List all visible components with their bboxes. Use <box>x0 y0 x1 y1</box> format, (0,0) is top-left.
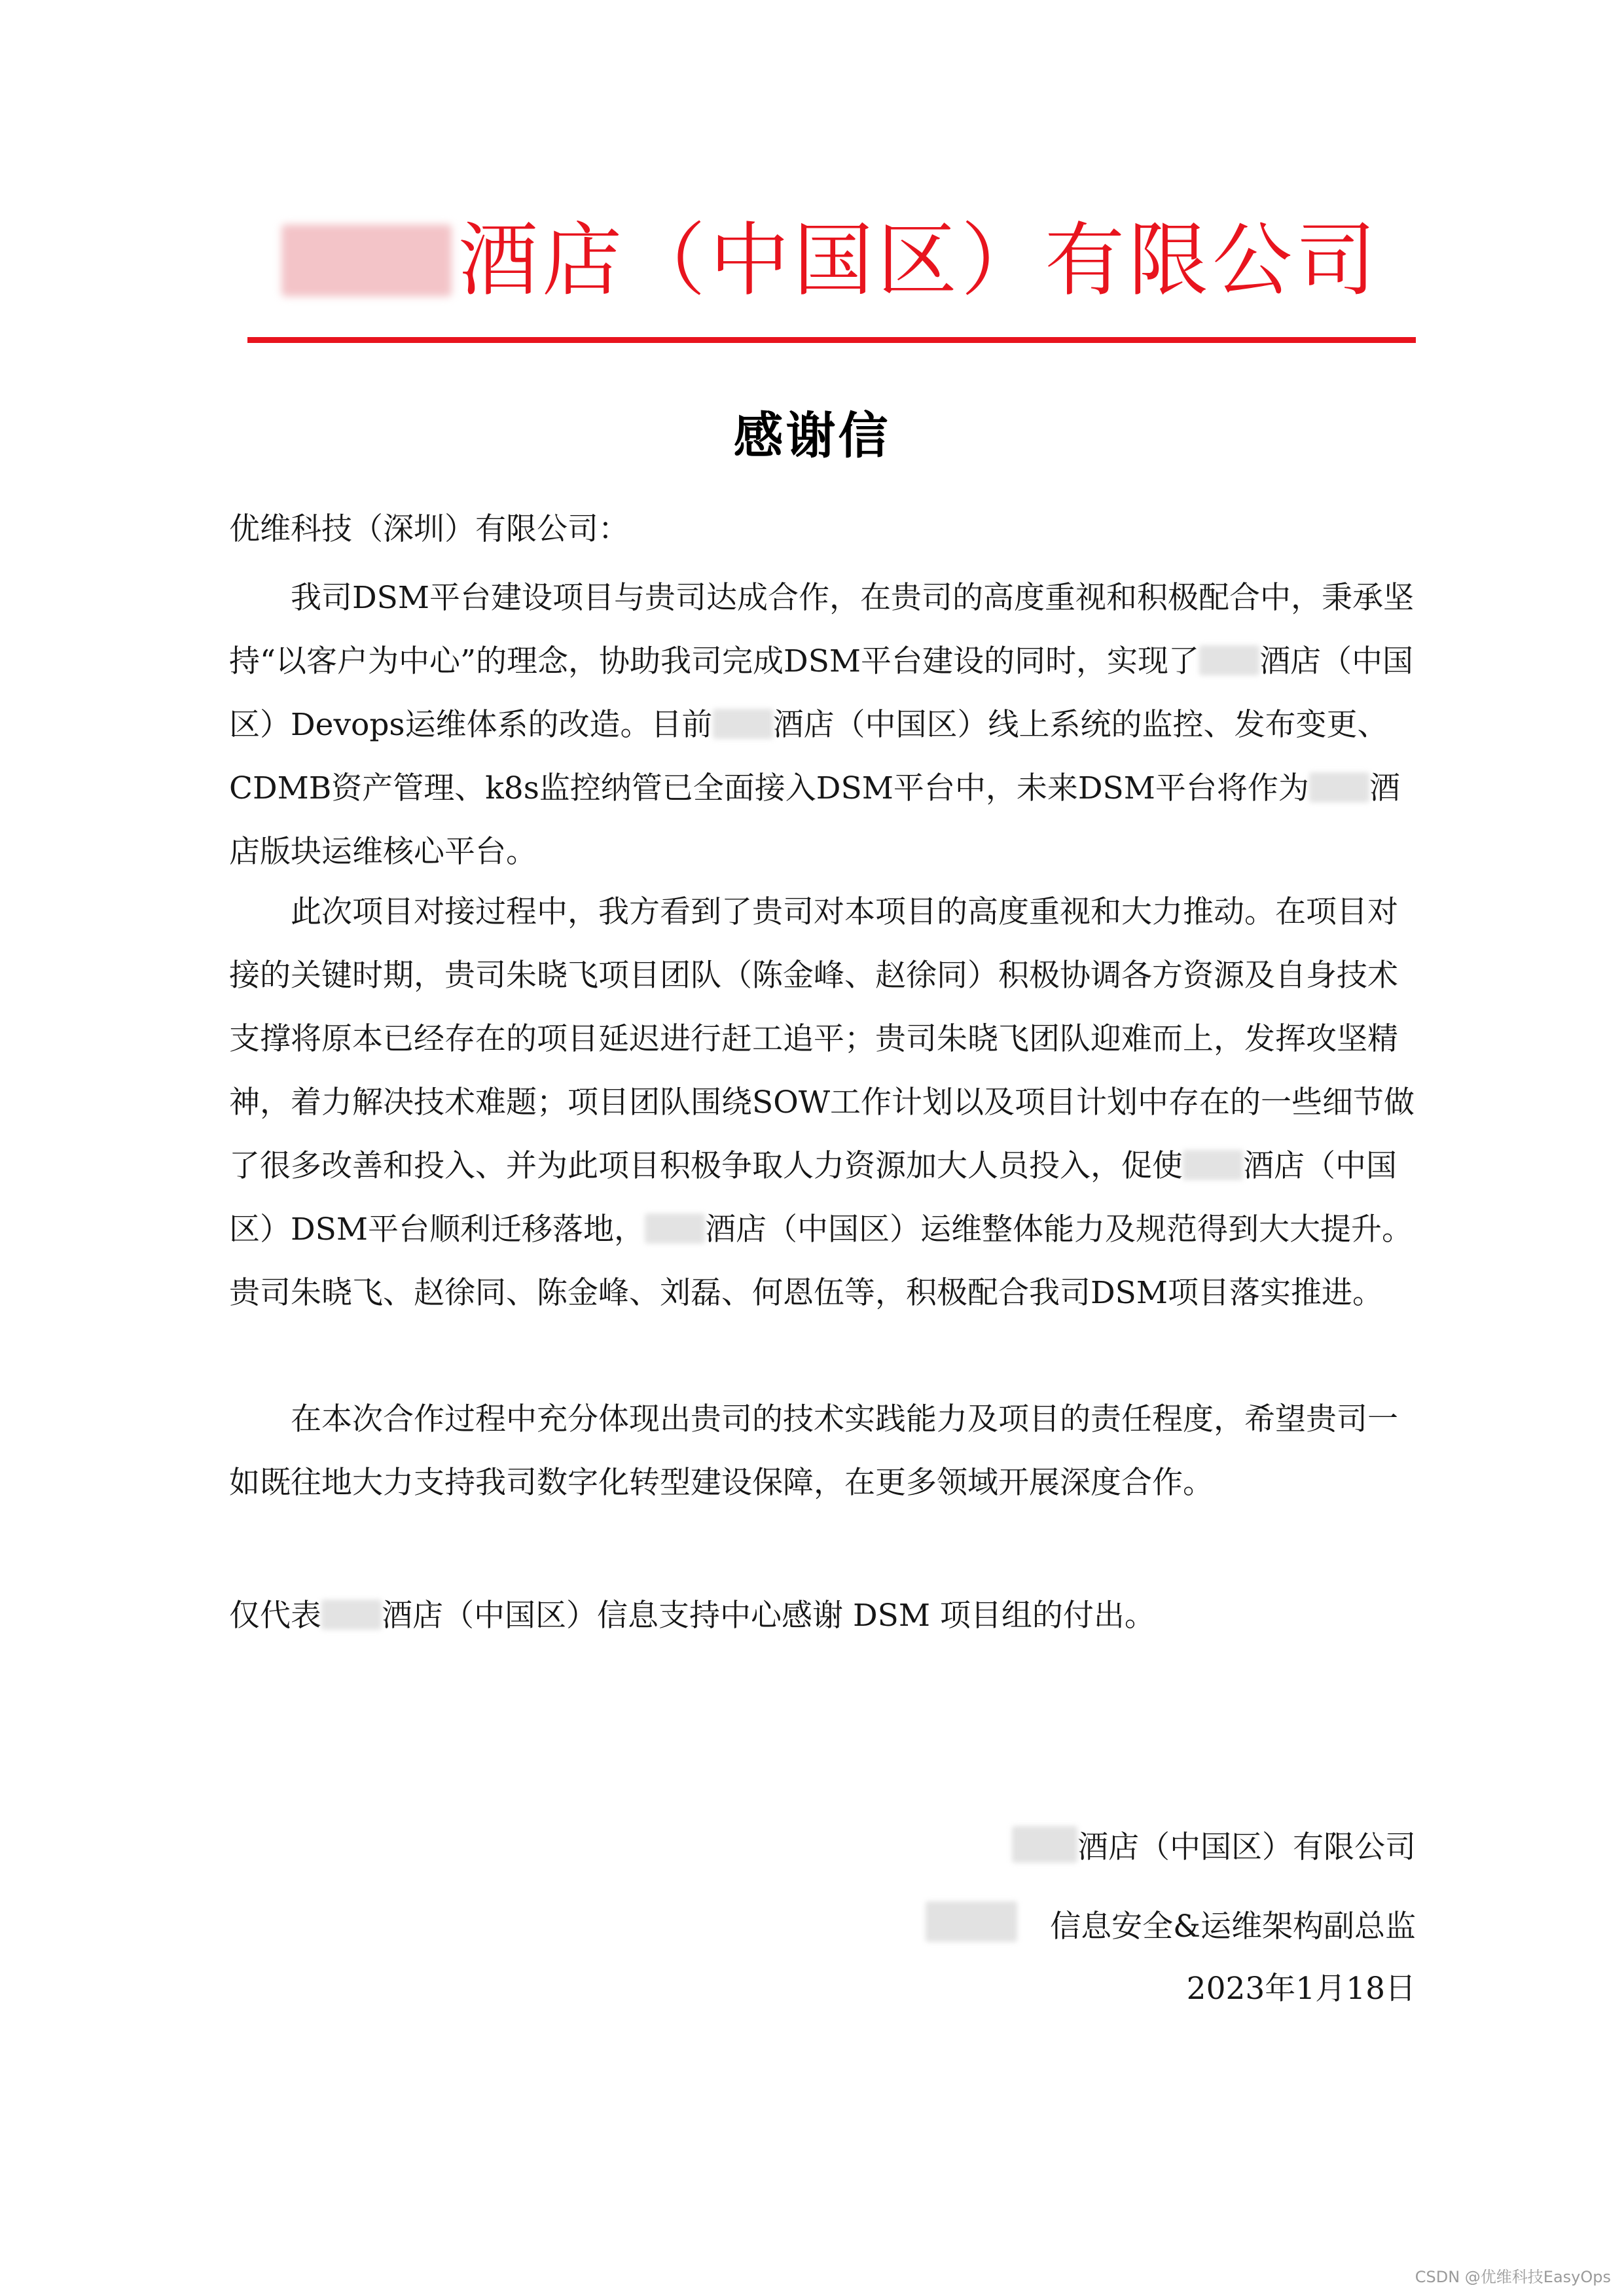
signature-company <box>1012 1826 1416 1863</box>
representing-suffix: 酒店（中国区）信息支持中心感谢 DSM 项目组的付出。 <box>382 1598 1155 1634</box>
signature-date: 2023年1月18日 <box>1186 1971 1416 2007</box>
paragraph-1-part-4: 酒店版块运维核心平台。 <box>229 770 1400 870</box>
paragraph-1-part-2: 酒店（中国区）Devops运维体系的改造。目前 <box>229 643 1414 743</box>
redacted-brand-name <box>645 1213 705 1244</box>
redacted-brand-name <box>281 224 452 296</box>
paragraph-1 <box>229 566 1427 884</box>
signature-title-line <box>926 1901 1416 1945</box>
representing-prefix: 仅代表 <box>229 1598 321 1634</box>
redacted-brand-name <box>713 709 773 739</box>
document-title: 感谢信 <box>733 406 891 465</box>
paragraph-2-part-2: 酒店（中国区）DSM平台顺利迁移落地， <box>229 1148 1397 1247</box>
letterhead-company-name: 酒店（中国区）有限公司 <box>458 214 1380 307</box>
paragraph-3 <box>229 1388 1427 1515</box>
letterhead-red-rule <box>247 337 1416 343</box>
paragraph-1-part-1: 我司DSM平台建设项目与贵司达成合作，在贵司的高度重视和积极配合中，秉承坚持“以客户为中心”的理念，协助我司完成DSM平台建设的同时，实现了 <box>229 580 1415 679</box>
redacted-brand-name <box>1183 1150 1243 1180</box>
salutation: 优维科技（深圳）有限公司： <box>229 511 629 547</box>
paragraph-2-part-1: 此次项目对接过程中，我方看到了贵司对本项目的高度重视和大力推动。在项目对接的关键时期，贵司朱晓飞项目团队（陈金峰、赵徐同）积极协调各方资源及自身技术支撑将原本已经存在的项目延迟进行赶工追平；贵司朱晓飞团队迎难而上，发挥攻坚精神，着力解决技术难题；项目团队围绕SOW工作计划以及项目计划中存在的一些细节做了很多改善和投入、并为此项目积极争取人力资源加大人员投入，促使 <box>229 894 1415 1184</box>
redacted-brand-name <box>1309 772 1369 802</box>
redacted-brand-name <box>1012 1826 1077 1863</box>
representing-line <box>229 1584 1427 1647</box>
letterhead <box>281 208 1380 313</box>
redacted-brand-name <box>321 1600 382 1630</box>
paragraph-3-text: 在本次合作过程中充分体现出贵司的技术实践能力及项目的责任程度，希望贵司一如既往地大力支持我司数字化转型建设保障，在更多领域开展深度合作。 <box>229 1401 1398 1501</box>
signature-title: 信息安全&运维架构副总监 <box>1050 1909 1416 1945</box>
redacted-brand-name <box>1199 645 1259 675</box>
signature-company-name: 酒店（中国区）有限公司 <box>1077 1829 1416 1865</box>
paragraph-2-part-3: 酒店（中国区）运维整体能力及规范得到大大提升。贵司朱晓飞、赵徐同、陈金峰、刘磊、何恩伍等，积极配合我司DSM项目落实推进。 <box>229 1211 1413 1311</box>
watermark: CSDN @优维科技EasyOps <box>1415 2268 1611 2286</box>
paragraph-2 <box>229 880 1427 1325</box>
paragraph-1-part-3: 酒店（中国区）线上系统的监控、发布变更、CDMB资产管理、k8s监控纳管已全面接入DSM平台中，未来DSM平台将作为 <box>229 707 1388 806</box>
redacted-signatory-name <box>926 1901 1017 1942</box>
